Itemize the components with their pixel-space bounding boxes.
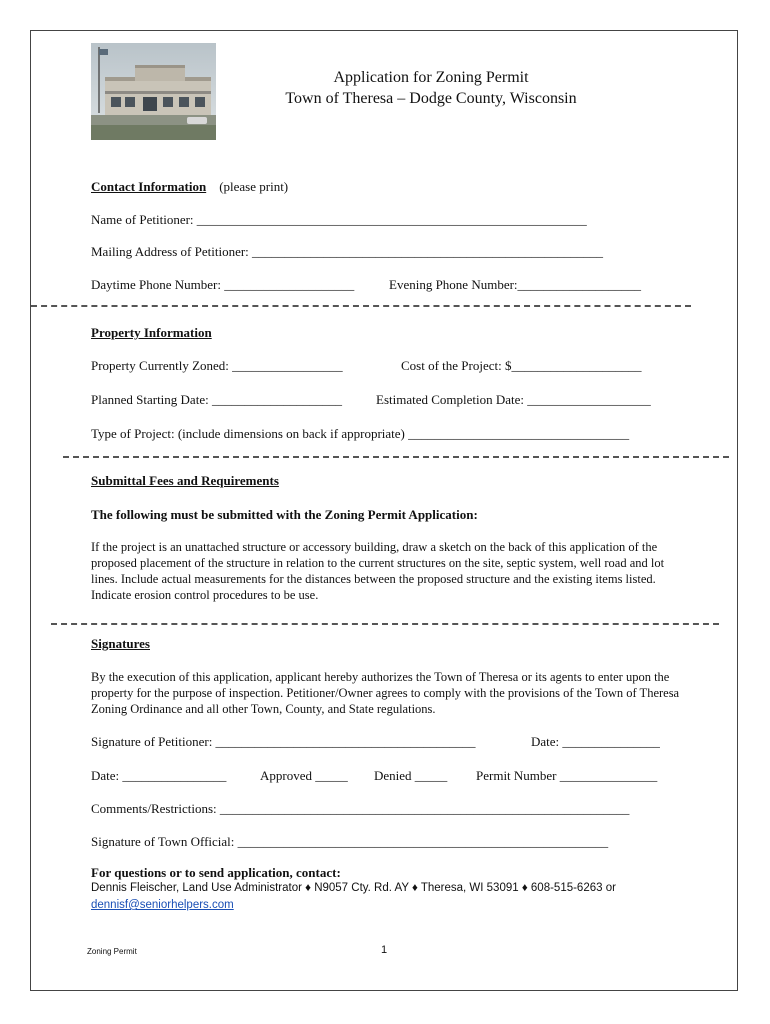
administrator-email-link[interactable]: dennisf@seniorhelpers.com: [91, 899, 234, 911]
comments-field[interactable]: Comments/Restrictions: _______________________________________________________________: [91, 801, 630, 816]
property-heading: Property Information: [91, 325, 212, 340]
administrator-contact-line: Dennis Fleischer, Land Use Administrator ♦ N9057 Cty. Rd. AY ♦ Theresa, WI 53091 ♦ 608-515-6263 or: [91, 882, 616, 894]
signatures-heading: Signatures: [91, 636, 150, 651]
daytime-phone-field[interactable]: Daytime Phone Number: ____________________: [91, 277, 355, 292]
section-divider: [63, 456, 729, 458]
fees-paragraph: If the project is an unattached structure or accessory building, draw a sketch on the back of this application of the proposed placement of the structure in relation to the current structures on the site, septic system, well road and lot lines. Include actual measurements for the distances between the proposed structure and the existing items listed. Indicate erosion control procedures to be use.: [91, 540, 665, 602]
permit-number-field[interactable]: Permit Number _______________: [476, 768, 658, 783]
petitioner-signature-field[interactable]: Signature of Petitioner: ________________________________________: [91, 734, 476, 749]
starting-date-field[interactable]: Planned Starting Date: ____________________: [91, 392, 342, 407]
section-divider: [51, 623, 719, 625]
project-cost-field[interactable]: Cost of the Project: $____________________: [401, 358, 642, 373]
fees-subheading: The following must be submitted with the Zoning Permit Application:: [91, 507, 478, 522]
property-zoned-field[interactable]: Property Currently Zoned: _________________: [91, 358, 343, 373]
contact-heading: Contact Information: [91, 179, 207, 194]
document-page: [30, 30, 738, 991]
town-hall-photo: [91, 43, 216, 140]
page-number: 1: [381, 944, 388, 956]
signature-date-field[interactable]: Date: _______________: [531, 734, 660, 749]
signatures-paragraph: By the execution of this application, applicant hereby authorizes the Town of Theresa or its agents to enter upon the property for the purpose of inspection. Petitioner/Owner agrees to comply with the provisions of the Town of Theresa Zoning Ordinance and all other Town, County, and State regulations.: [91, 670, 680, 716]
decision-date-field[interactable]: Date: ________________: [91, 768, 227, 783]
approved-field[interactable]: Approved _____: [260, 768, 348, 783]
fees-heading: Submittal Fees and Requirements: [91, 473, 279, 488]
contact-note: (please print): [219, 179, 289, 194]
denied-field[interactable]: Denied _____: [374, 768, 448, 783]
section-divider: [31, 305, 691, 307]
questions-heading: For questions or to send application, contact:: [91, 865, 341, 880]
town-official-signature-field[interactable]: Signature of Town Official: _________________________________________________________: [91, 834, 609, 849]
evening-phone-field[interactable]: Evening Phone Number:___________________: [389, 277, 642, 292]
form-subtitle: Town of Theresa – Dodge County, Wisconsin: [285, 90, 577, 107]
name-of-petitioner-field[interactable]: Name of Petitioner: ____________________________________________________________: [91, 212, 587, 227]
project-type-field[interactable]: Type of Project: (include dimensions on back if appropriate) __________________________________: [91, 426, 630, 441]
contact-section: [91, 179, 288, 195]
footer-label: Zoning Permit: [87, 947, 137, 956]
completion-date-field[interactable]: Estimated Completion Date: ___________________: [376, 392, 651, 407]
form-title: Application for Zoning Permit: [333, 69, 529, 86]
mailing-address-field[interactable]: Mailing Address of Petitioner: ______________________________________________________: [91, 244, 604, 259]
